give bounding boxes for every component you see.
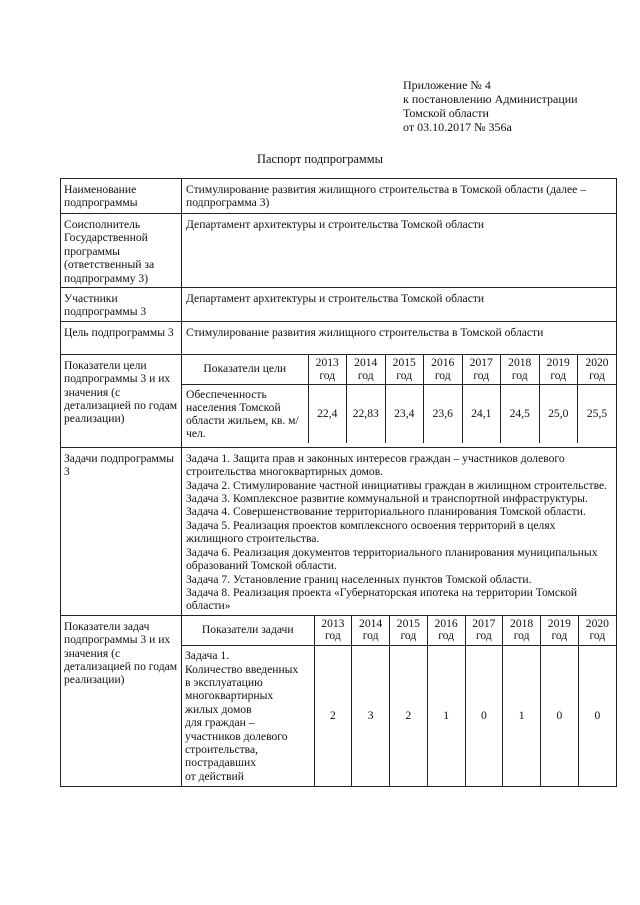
goal-indicator-value: 25,5 xyxy=(578,385,617,444)
task-indicator-value: 0 xyxy=(541,646,579,787)
year-header: 2020 год xyxy=(578,355,617,385)
task-item: Задача 6. Реализация документов территориального планирования муниципальных образований Томской области. xyxy=(186,545,598,573)
row-goal-label: Цель подпрограммы 3 xyxy=(61,321,182,354)
year-header: 2018 год xyxy=(501,355,540,385)
year-header: 2014 год xyxy=(347,355,386,385)
row-goal-value: Стимулирование развития жилищного строительства в Томской области xyxy=(182,321,617,354)
goal-indicators-table xyxy=(182,355,616,444)
year-header: 2017 год xyxy=(462,355,501,385)
year-header: 2017 год xyxy=(465,616,503,646)
region-name: Томской области xyxy=(403,106,489,120)
goal-indicator-value: 22,4 xyxy=(308,385,347,444)
task-indicators-cell xyxy=(182,615,617,787)
row-goal-indicators-label: Показатели цели подпрограммы 3 и их значения (с детализацией по годам реализации) xyxy=(61,354,182,447)
task-indicator-value: 2 xyxy=(390,646,428,787)
goal-indicator-value: 22,83 xyxy=(347,385,386,444)
row-goal xyxy=(61,321,617,354)
row-goal-indicators xyxy=(61,354,617,447)
task-item: Задача 3. Комплексное развитие коммунальной и транспортной инфраструктуры. xyxy=(186,492,588,506)
row-participants xyxy=(61,288,617,322)
resolution-ref: к постановлению Администрации xyxy=(403,92,578,106)
year-header: 2016 год xyxy=(427,616,465,646)
task-indicators-header: Показатели задачи xyxy=(182,616,314,646)
goal-indicator-value: 24,1 xyxy=(462,385,501,444)
goal-indicator-value: 24,5 xyxy=(501,385,540,444)
tasks-list xyxy=(182,447,617,615)
document-header xyxy=(403,78,578,134)
goal-indicator-value: 23,6 xyxy=(424,385,463,444)
task-indicator-value: 2 xyxy=(314,646,352,787)
row-coexecutor xyxy=(61,214,617,288)
year-header: 2015 год xyxy=(385,355,424,385)
row-coexecutor-value: Департамент архитектуры и строительства Томской области xyxy=(182,214,617,288)
resolution-date: от 03.10.2017 № 356а xyxy=(403,120,512,134)
task-item: Задача 5. Реализация проектов комплексного освоения территорий в целях жилищного строительства. xyxy=(186,518,556,546)
year-header: 2013 год xyxy=(314,616,352,646)
goal-indicator-name: Обеспеченность населения Томской области жильем, кв. м/чел. xyxy=(182,385,308,444)
goal-indicator-value: 25,0 xyxy=(539,385,578,444)
task-indicator-name: Задача 1. Количество введенных в эксплуатацию многоквартирных жилых домов для граждан – участников долевого строительства, пострадавших от действий xyxy=(182,646,314,787)
row-tasks xyxy=(61,447,617,615)
row-participants-label: Участники подпрограммы 3 xyxy=(61,288,182,322)
goal-indicator-value: 23,4 xyxy=(385,385,424,444)
row-tasks-label: Задачи подпрограммы 3 xyxy=(61,447,182,615)
row-name-value: Стимулирование развития жилищного строительства в Томской области (далее – подпрограмма 3) xyxy=(182,179,617,214)
task-item: Задача 4. Совершенствование территориального планирования Томской области. xyxy=(186,505,586,519)
year-header: 2013 год xyxy=(308,355,347,385)
task-item: Задача 7. Установление границ населенных пунктов Томской области. xyxy=(186,572,532,586)
row-task-indicators-label: Показатели задач подпрограммы 3 и их значения (с детализацией по годам реализации) xyxy=(61,615,182,787)
task-indicator-value: 3 xyxy=(352,646,390,787)
year-header: 2015 год xyxy=(390,616,428,646)
row-name-label: Наименование подпрограммы xyxy=(61,179,182,214)
task-item: Задача 2. Стимулирование частной инициативы граждан в жилищном строительстве. xyxy=(186,478,608,492)
goal-indicators-cell xyxy=(182,354,617,447)
page-title: Паспорт подпрограммы xyxy=(257,152,383,166)
task-indicator-value: 1 xyxy=(503,646,541,787)
year-header: 2014 год xyxy=(352,616,390,646)
year-header: 2016 год xyxy=(424,355,463,385)
passport-table xyxy=(60,178,617,787)
row-coexecutor-label: Соисполнитель Государственной программы (ответственный за подпрограмму 3) xyxy=(61,214,182,288)
task-item: Задача 8. Реализация проекта «Губернаторская ипотека на территории Томской области» xyxy=(186,585,578,613)
year-header: 2018 год xyxy=(503,616,541,646)
task-item: Задача 1. Защита прав и законных интересов граждан – участников долевого строительства многоквартирных домов. xyxy=(186,451,565,479)
goal-indicators-header: Показатели цели xyxy=(182,355,308,385)
year-header: 2019 год xyxy=(539,355,578,385)
task-indicator-value: 1 xyxy=(427,646,465,787)
row-task-indicators xyxy=(61,615,617,787)
task-indicators-table xyxy=(182,616,616,787)
task-indicator-value: 0 xyxy=(465,646,503,787)
task-indicator-value: 0 xyxy=(578,646,616,787)
appendix-number: Приложение № 4 xyxy=(403,78,491,92)
year-header: 2020 год xyxy=(578,616,616,646)
row-participants-value: Департамент архитектуры и строительства Томской области xyxy=(182,288,617,322)
row-name xyxy=(61,179,617,214)
year-header: 2019 год xyxy=(541,616,579,646)
